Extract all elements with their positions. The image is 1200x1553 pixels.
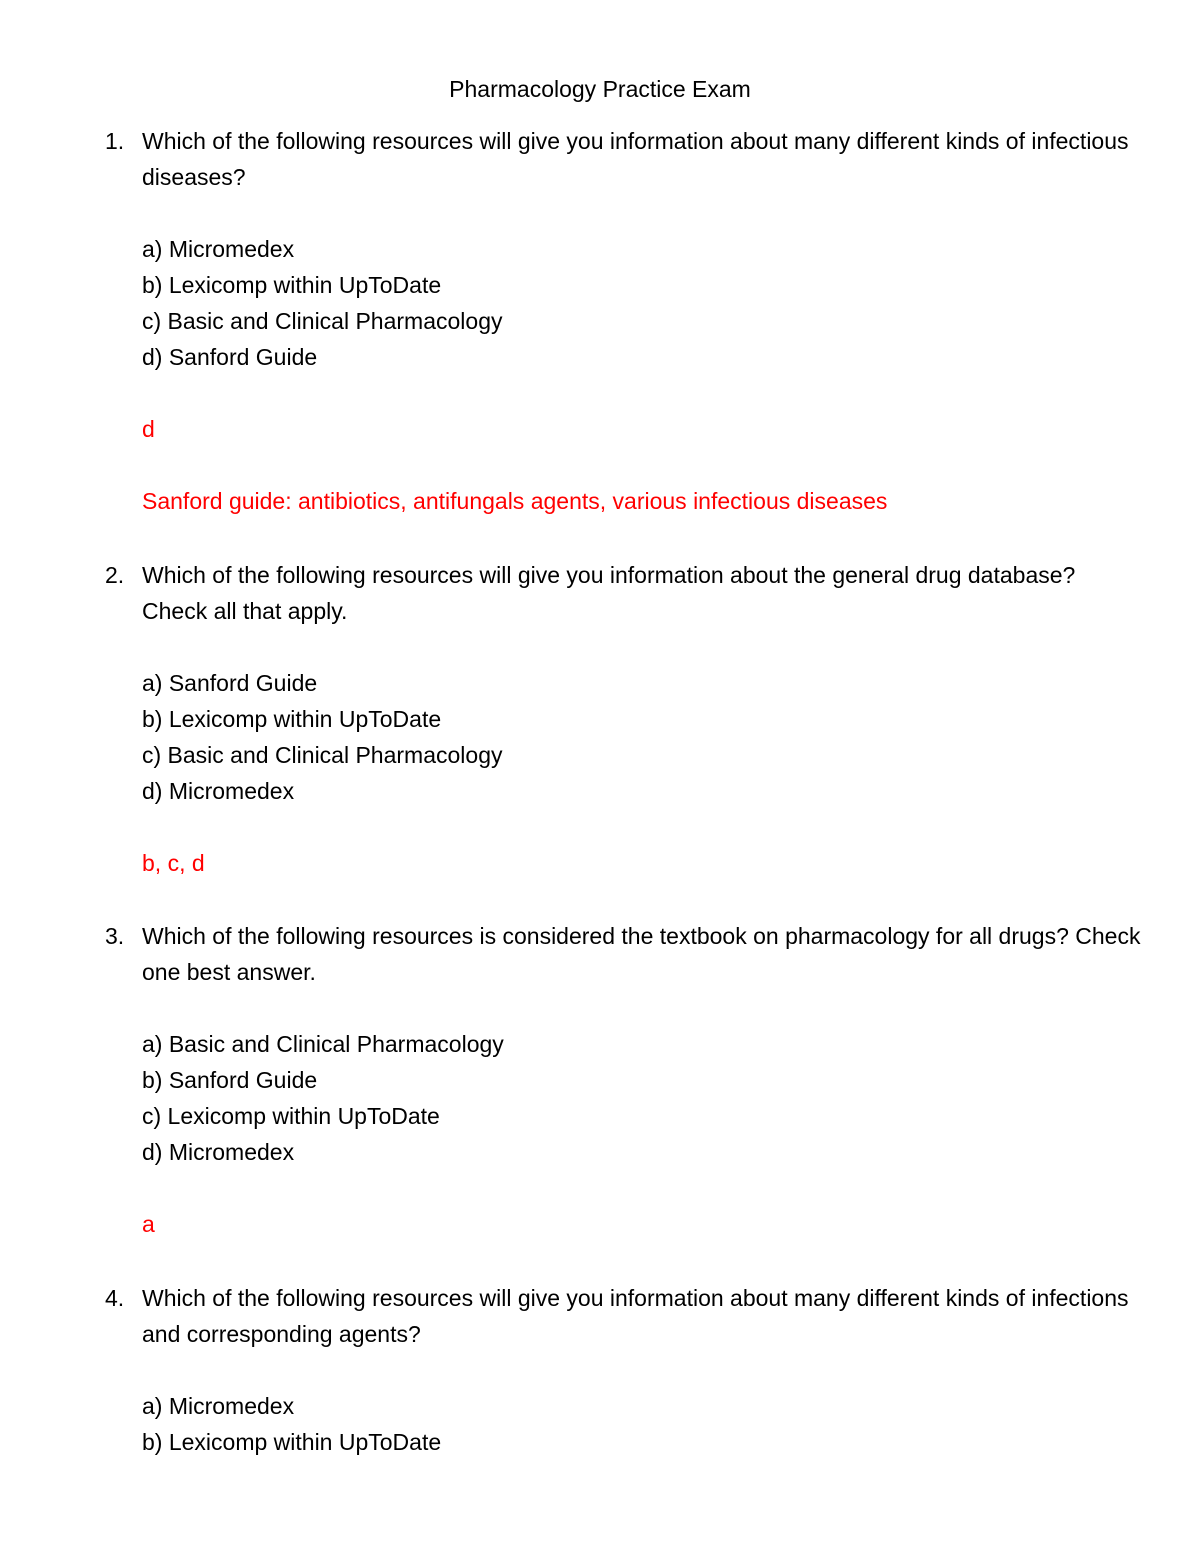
option-list [142,231,1145,375]
question-text: Which of the following resources will give you information about the general drug database? Check all that apply. [142,562,1076,624]
option-list [142,665,1145,809]
option-a: a) Micromedex [142,1393,295,1419]
question-text: Which of the following resources will give you information about many different kinds of infectious diseases? [142,128,1129,190]
option-b: b) Lexicomp within UpToDate [142,272,442,298]
option-list [142,1388,1145,1460]
answer-key: d [142,416,155,442]
option-c: c) Basic and Clinical Pharmacology [142,742,503,768]
option-d: d) Micromedex [142,1139,295,1165]
question-1 [105,123,1145,519]
question-2 [105,557,1145,881]
option-c: c) Lexicomp within UpToDate [142,1103,440,1129]
answer-key: b, c, d [142,850,205,876]
option-c: c) Basic and Clinical Pharmacology [142,308,503,334]
answer-key: a [142,1211,155,1237]
question-number: 2. [105,562,125,588]
page-title: Pharmacology Practice Exam [449,76,751,102]
option-b: b) Sanford Guide [142,1067,318,1093]
option-b: b) Lexicomp within UpToDate [142,706,442,732]
option-d: d) Sanford Guide [142,344,318,370]
question-4 [105,1280,1145,1460]
question-text: Which of the following resources will give you information about many different kinds of infections and corresponding agents? [142,1285,1129,1347]
option-b: b) Lexicomp within UpToDate [142,1429,442,1455]
question-text: Which of the following resources is considered the textbook on pharmacology for all drugs? Check one best answer. [142,923,1141,985]
option-a: a) Micromedex [142,236,295,262]
question-number: 3. [105,923,125,949]
question-number: 1. [105,128,125,154]
option-a: a) Sanford Guide [142,670,318,696]
question-3 [105,918,1145,1242]
answer-explanation: Sanford guide: antibiotics, antifungals agents, various infectious diseases [142,488,888,514]
option-a: a) Basic and Clinical Pharmacology [142,1031,504,1057]
option-list [142,1026,1145,1170]
question-number: 4. [105,1285,125,1311]
option-d: d) Micromedex [142,778,295,804]
